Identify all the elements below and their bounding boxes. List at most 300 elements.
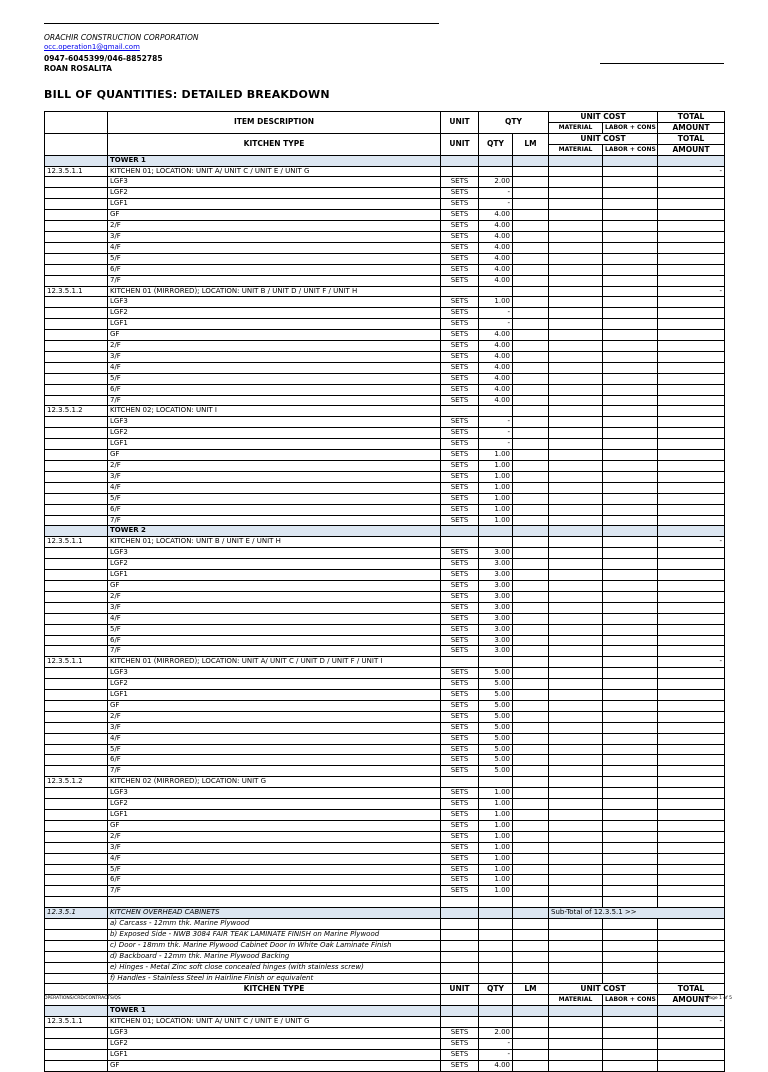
item-qty: 1.00: [479, 864, 513, 875]
item-material: [549, 744, 603, 755]
item-unit: SETS: [441, 820, 479, 831]
item-description: 6/F: [108, 504, 441, 515]
item-labor: [603, 417, 658, 428]
item-code: [45, 820, 108, 831]
repeat-kitchen-type: KITCHEN TYPE: [108, 984, 441, 995]
item-unit: SETS: [441, 602, 479, 613]
desc-cell: [108, 995, 441, 1006]
item-labor: [603, 897, 658, 908]
item-unit: [441, 166, 479, 177]
floor-row: [45, 210, 725, 221]
item-code: [45, 875, 108, 886]
item-qty: 5.00: [479, 711, 513, 722]
item-amount: [658, 450, 725, 461]
item-qty: [479, 940, 513, 951]
item-material: [549, 951, 603, 962]
item-amount: [658, 810, 725, 821]
header2-amount: AMOUNT: [658, 144, 725, 155]
item-description: GF: [108, 330, 441, 341]
item-unit: [441, 526, 479, 537]
item-qty: [479, 962, 513, 973]
tower-row: [45, 155, 725, 166]
floor-row: [45, 471, 725, 482]
item-amount: -: [658, 537, 725, 548]
item-unit: SETS: [441, 548, 479, 559]
item-description: f) Handles - Stainless Steel in Hairline Finish or equivalent: [108, 973, 441, 984]
item-material: [549, 1006, 603, 1017]
item-amount: [658, 1006, 725, 1017]
item-material: [549, 929, 603, 940]
item-material: [549, 842, 603, 853]
item-amount: [658, 929, 725, 940]
item-material: [549, 919, 603, 930]
section-subtotal-note: Sub-Total of 12.3.5.1 >>: [549, 908, 725, 919]
item-code: [45, 275, 108, 286]
item-amount: [658, 155, 725, 166]
item-qty: -: [479, 1049, 513, 1060]
item-labor: [603, 504, 658, 515]
item-description: TOWER 1: [108, 155, 441, 166]
item-lm: [513, 886, 549, 897]
signature-line: [600, 63, 724, 64]
item-amount: [658, 919, 725, 930]
item-code: [45, 351, 108, 362]
item-labor: [603, 766, 658, 777]
item-code: [45, 831, 108, 842]
item-qty: -: [479, 188, 513, 199]
item-amount: [658, 668, 725, 679]
item-labor: [603, 1006, 658, 1017]
item-amount: [658, 526, 725, 537]
item-amount: [658, 351, 725, 362]
item-material: [549, 897, 603, 908]
floor-row: [45, 788, 725, 799]
floor-row: [45, 744, 725, 755]
item-lm: [513, 711, 549, 722]
item-qty: [479, 951, 513, 962]
item-amount: [658, 831, 725, 842]
item-material: [549, 1017, 603, 1028]
item-qty: 3.00: [479, 602, 513, 613]
item-labor: [603, 221, 658, 232]
item-description: [108, 897, 441, 908]
floor-row: [45, 330, 725, 341]
header-amount: AMOUNT: [658, 122, 725, 133]
item-lm: [513, 199, 549, 210]
footer-page-number: Page 1 of 5: [706, 996, 732, 1001]
item-qty: 3.00: [479, 635, 513, 646]
item-material: [549, 504, 603, 515]
item-unit: SETS: [441, 177, 479, 188]
floor-row: [45, 1049, 725, 1060]
item-qty: 3.00: [479, 559, 513, 570]
item-labor: [603, 613, 658, 624]
item-description: c) Door - 18mm thk. Marine Plywood Cabinet Door in White Oak Laminate Finish: [108, 940, 441, 951]
item-lm: [513, 471, 549, 482]
item-unit: SETS: [441, 461, 479, 472]
item-code: [45, 668, 108, 679]
item-amount: [658, 330, 725, 341]
item-amount: [658, 308, 725, 319]
item-qty: 1.00: [479, 810, 513, 821]
item-lm: [513, 690, 549, 701]
item-material: [549, 777, 603, 788]
item-description: LGF2: [108, 679, 441, 690]
item-material: [549, 799, 603, 810]
item-material: [549, 286, 603, 297]
floor-row: [45, 1028, 725, 1039]
item-amount: [658, 799, 725, 810]
item-code: [45, 842, 108, 853]
item-unit: SETS: [441, 199, 479, 210]
repeat-amount: AMOUNT: [658, 995, 725, 1006]
item-material: [549, 886, 603, 897]
spec-row: [45, 962, 725, 973]
item-amount: [658, 188, 725, 199]
item-lm: [513, 548, 549, 559]
item-labor: [603, 591, 658, 602]
item-unit: [441, 962, 479, 973]
item-qty: 4.00: [479, 210, 513, 221]
header-total: TOTAL: [658, 112, 725, 123]
item-lm: [513, 1006, 549, 1017]
item-lm: [513, 515, 549, 526]
item-unit: SETS: [441, 722, 479, 733]
item-material: [549, 635, 603, 646]
item-description: GF: [108, 210, 441, 221]
item-labor: [603, 395, 658, 406]
item-lm: [513, 417, 549, 428]
item-labor: [603, 690, 658, 701]
item-labor: [603, 231, 658, 242]
item-code: [45, 940, 108, 951]
item-code: [45, 319, 108, 330]
item-code: [45, 580, 108, 591]
item-qty: 5.00: [479, 722, 513, 733]
item-lm: [513, 384, 549, 395]
item-description: 6/F: [108, 875, 441, 886]
item-qty: 4.00: [479, 362, 513, 373]
item-labor: [603, 362, 658, 373]
item-description: LGF3: [108, 1028, 441, 1039]
item-unit: SETS: [441, 711, 479, 722]
item-description: LGF3: [108, 548, 441, 559]
item-labor: [603, 679, 658, 690]
item-material: [549, 1039, 603, 1050]
item-unit: SETS: [441, 253, 479, 264]
item-code: [45, 886, 108, 897]
item-code: [45, 1060, 108, 1071]
qty-cell: [479, 995, 513, 1006]
item-description: LGF1: [108, 810, 441, 821]
item-material: [549, 679, 603, 690]
item-description: LGF2: [108, 428, 441, 439]
item-labor: [603, 428, 658, 439]
item-code: [45, 624, 108, 635]
item-code: [45, 362, 108, 373]
item-material: [549, 439, 603, 450]
item-lm: [513, 897, 549, 908]
item-description: LGF1: [108, 199, 441, 210]
item-code: [45, 744, 108, 755]
item-labor: [603, 526, 658, 537]
item-description: LGF3: [108, 668, 441, 679]
item-qty: 3.00: [479, 570, 513, 581]
item-material: [549, 570, 603, 581]
item-description: 4/F: [108, 362, 441, 373]
item-description: 3/F: [108, 842, 441, 853]
spec-row: [45, 973, 725, 984]
item-description: 6/F: [108, 755, 441, 766]
item-unit: SETS: [441, 788, 479, 799]
item-amount: -: [658, 1017, 725, 1028]
item-description: 2/F: [108, 591, 441, 602]
item-code: [45, 395, 108, 406]
item-lm: [513, 351, 549, 362]
repeat-header-row: [45, 984, 725, 995]
item-lm: [513, 570, 549, 581]
item-unit: SETS: [441, 646, 479, 657]
item-amount: [658, 820, 725, 831]
header2-qty: QTY: [479, 133, 513, 155]
item-material: [549, 548, 603, 559]
item-description: 6/F: [108, 635, 441, 646]
item-material: [549, 166, 603, 177]
item-description: 4/F: [108, 242, 441, 253]
item-qty: 4.00: [479, 253, 513, 264]
repeat-qty: QTY: [479, 984, 513, 995]
item-description: 5/F: [108, 253, 441, 264]
floor-row: [45, 810, 725, 821]
item-description: 7/F: [108, 886, 441, 897]
item-labor: [603, 744, 658, 755]
item-code: [45, 1039, 108, 1050]
floor-row: [45, 711, 725, 722]
item-description: a) Carcass - 12mm thk. Marine Plywood: [108, 919, 441, 930]
item-labor: [603, 493, 658, 504]
item-amount: [658, 319, 725, 330]
item-lm: [513, 1049, 549, 1060]
floor-row: [45, 624, 725, 635]
repeat-total: TOTAL: [658, 984, 725, 995]
item-material: [549, 450, 603, 461]
item-labor: [603, 406, 658, 417]
item-material: [549, 264, 603, 275]
item-labor: [603, 253, 658, 264]
item-amount: [658, 297, 725, 308]
item-qty: [479, 1017, 513, 1028]
item-code: [45, 515, 108, 526]
item-unit: SETS: [441, 439, 479, 450]
code-cell: [45, 984, 108, 995]
floor-row: [45, 275, 725, 286]
item-amount: [658, 384, 725, 395]
item-qty: 5.00: [479, 679, 513, 690]
item-code: [45, 264, 108, 275]
item-description: LGF1: [108, 690, 441, 701]
item-unit: [441, 940, 479, 951]
header-labor: LABOR + CONS: [603, 122, 658, 133]
item-labor: [603, 733, 658, 744]
item-material: [549, 766, 603, 777]
item-labor: [603, 875, 658, 886]
item-code: [45, 199, 108, 210]
item-qty: 1.00: [479, 875, 513, 886]
item-qty: 1.00: [479, 471, 513, 482]
item-qty: 1.00: [479, 450, 513, 461]
item-amount: [658, 275, 725, 286]
item-description: 7/F: [108, 395, 441, 406]
item-code: [45, 766, 108, 777]
item-qty: 1.00: [479, 820, 513, 831]
item-material: [549, 711, 603, 722]
item-lm: [513, 166, 549, 177]
item-lm: [513, 253, 549, 264]
item-unit: SETS: [441, 362, 479, 373]
item-labor: [603, 962, 658, 973]
item-description: 2/F: [108, 831, 441, 842]
floor-row: [45, 820, 725, 831]
item-amount: [658, 417, 725, 428]
item-qty: 1.00: [479, 799, 513, 810]
floor-row: [45, 319, 725, 330]
item-code: [45, 951, 108, 962]
item-unit: SETS: [441, 242, 479, 253]
item-unit: [441, 929, 479, 940]
item-qty: 1.00: [479, 853, 513, 864]
floor-row: [45, 515, 725, 526]
item-qty: [479, 526, 513, 537]
item-labor: [603, 297, 658, 308]
item-qty: [479, 155, 513, 166]
item-material: [549, 384, 603, 395]
item-unit: SETS: [441, 319, 479, 330]
item-unit: SETS: [441, 231, 479, 242]
item-code: [45, 690, 108, 701]
header2-unit-cost: UNIT COST: [549, 133, 658, 144]
item-labor: [603, 155, 658, 166]
item-qty: 4.00: [479, 341, 513, 352]
item-amount: [658, 1028, 725, 1039]
item-amount: [658, 777, 725, 788]
floor-row: [45, 613, 725, 624]
item-material: [549, 613, 603, 624]
item-unit: [441, 406, 479, 417]
page-title: BILL OF QUANTITIES: DETAILED BREAKDOWN: [44, 88, 330, 101]
header2-code-cell: [45, 133, 108, 155]
item-material: [549, 973, 603, 984]
item-amount: [658, 210, 725, 221]
company-email-link[interactable]: occ.operation1@gmail.com: [44, 43, 140, 51]
item-unit: SETS: [441, 559, 479, 570]
item-unit: SETS: [441, 766, 479, 777]
floor-row: [45, 199, 725, 210]
item-amount: [658, 940, 725, 951]
item-code: [45, 929, 108, 940]
item-description: TOWER 1: [108, 1006, 441, 1017]
item-description: 2/F: [108, 711, 441, 722]
header-qty: QTY: [479, 112, 549, 134]
item-code: [45, 788, 108, 799]
kitchen-group-row: [45, 286, 725, 297]
item-code: [45, 504, 108, 515]
item-code: [45, 188, 108, 199]
item-qty: -: [479, 428, 513, 439]
item-code: [45, 373, 108, 384]
item-qty: 2.00: [479, 1028, 513, 1039]
item-unit: SETS: [441, 635, 479, 646]
item-material: [549, 395, 603, 406]
item-qty: 5.00: [479, 766, 513, 777]
item-qty: 4.00: [479, 242, 513, 253]
item-lm: [513, 188, 549, 199]
floor-row: [45, 221, 725, 232]
floor-row: [45, 493, 725, 504]
floor-row: [45, 602, 725, 613]
floor-row: [45, 504, 725, 515]
item-description: GF: [108, 1060, 441, 1071]
item-material: [549, 242, 603, 253]
item-amount: [658, 733, 725, 744]
item-code: 12.3.5.1: [45, 908, 108, 919]
item-unit: SETS: [441, 755, 479, 766]
item-lm: [513, 679, 549, 690]
item-amount: [658, 428, 725, 439]
item-qty: 1.00: [479, 886, 513, 897]
item-qty: 5.00: [479, 744, 513, 755]
item-unit: SETS: [441, 864, 479, 875]
item-qty: 1.00: [479, 493, 513, 504]
item-material: [549, 646, 603, 657]
item-lm: [513, 319, 549, 330]
item-code: [45, 450, 108, 461]
item-amount: [658, 755, 725, 766]
item-lm: [513, 919, 549, 930]
item-qty: 5.00: [479, 700, 513, 711]
item-material: [549, 657, 603, 668]
item-lm: [513, 744, 549, 755]
item-amount: [658, 711, 725, 722]
item-material: [549, 668, 603, 679]
item-code: [45, 439, 108, 450]
item-description: LGF1: [108, 319, 441, 330]
repeat-header-row-b: [45, 995, 725, 1006]
item-amount: [658, 570, 725, 581]
item-labor: [603, 810, 658, 821]
item-qty: 3.00: [479, 580, 513, 591]
item-description: KITCHEN 02; LOCATION: UNIT I: [108, 406, 441, 417]
item-amount: [658, 700, 725, 711]
item-description: LGF3: [108, 177, 441, 188]
item-description: 3/F: [108, 471, 441, 482]
item-code: [45, 428, 108, 439]
item-labor: [603, 482, 658, 493]
item-lm: [513, 537, 549, 548]
item-description: KITCHEN 01 (MIRRORED); LOCATION: UNIT A/ UNIT C / UNIT D / UNIT F / UNIT I: [108, 657, 441, 668]
header-unit: UNIT: [441, 112, 479, 134]
kitchen-group-row: [45, 777, 725, 788]
item-qty: -: [479, 308, 513, 319]
item-qty: 3.00: [479, 591, 513, 602]
item-lm: [513, 908, 549, 919]
item-unit: [441, 919, 479, 930]
item-amount: [658, 624, 725, 635]
item-lm: [513, 929, 549, 940]
item-qty: 1.00: [479, 504, 513, 515]
item-description: KITCHEN 01; LOCATION: UNIT A/ UNIT C / UNIT E / UNIT G: [108, 166, 441, 177]
item-material: [549, 297, 603, 308]
floor-row: [45, 559, 725, 570]
